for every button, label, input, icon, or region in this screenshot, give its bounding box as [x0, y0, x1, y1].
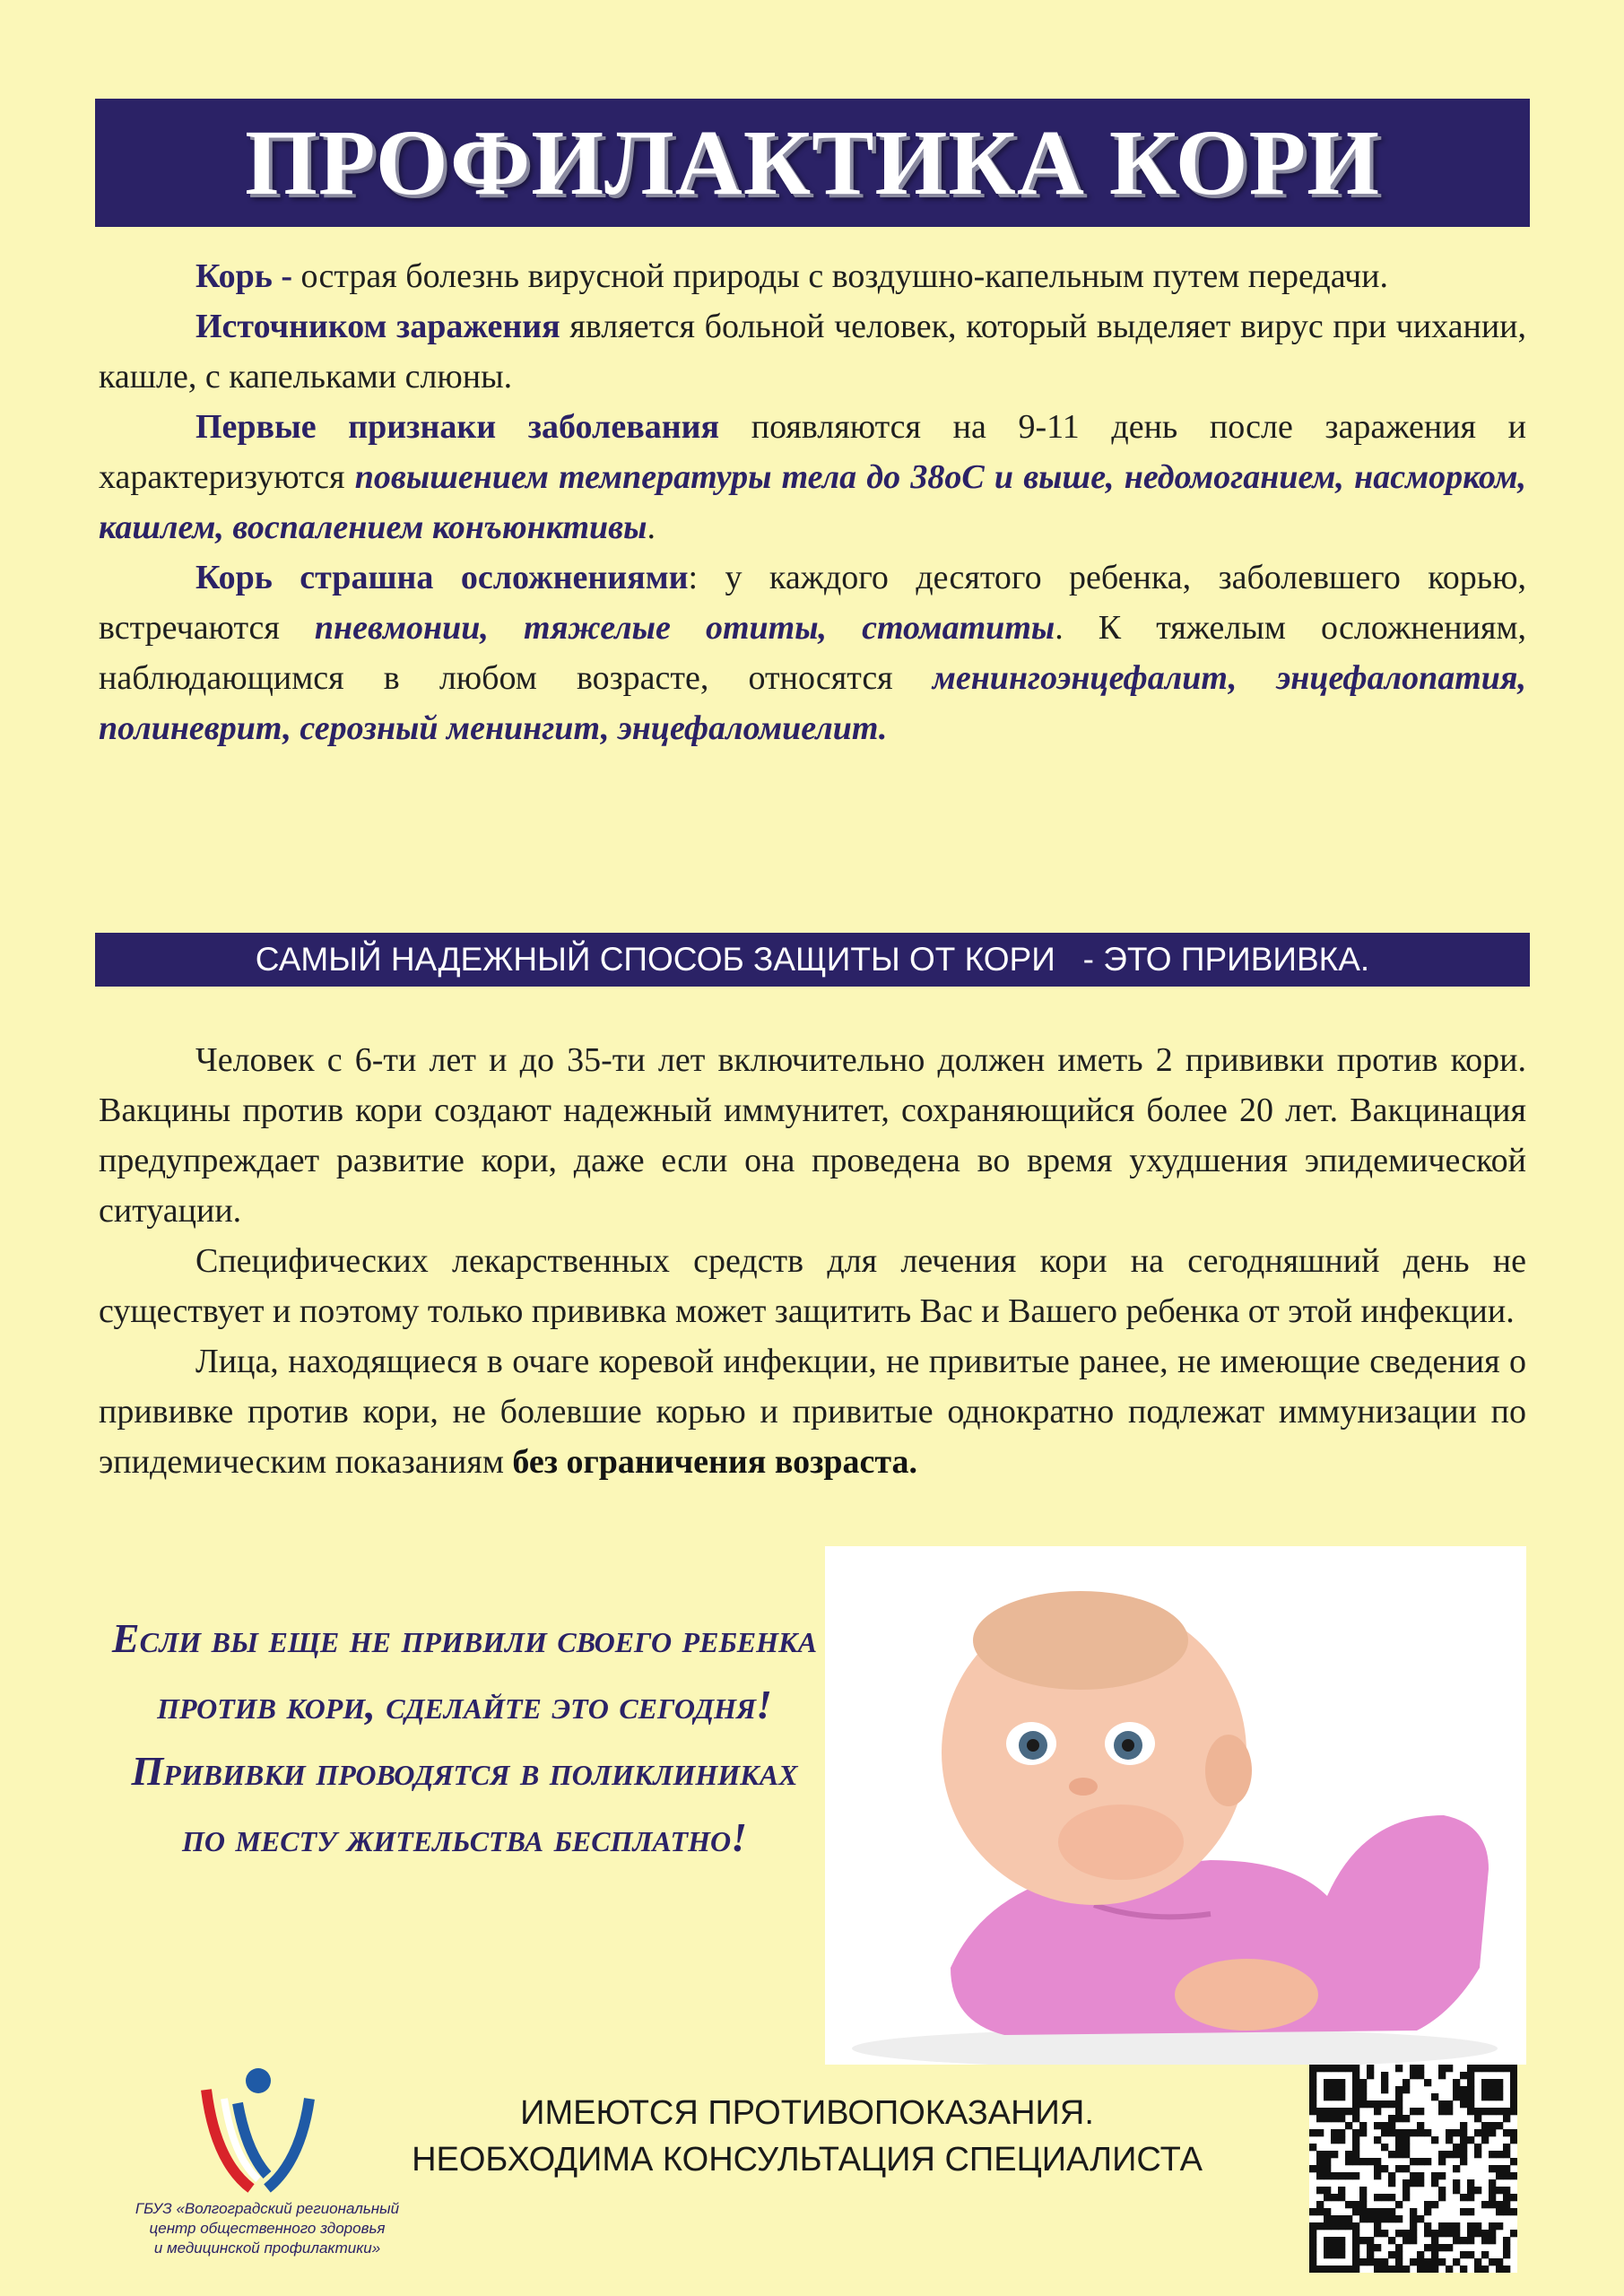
- vaccination-banner: [95, 933, 1530, 987]
- paragraph-source: Источником заражения является больной человек, который выделяет вирус при чихании, кашле, с капельками слюны.: [99, 308, 1526, 396]
- title-banner: [95, 99, 1530, 227]
- organization-name: ГБУЗ «Волгоградский региональный центр общественного здоровья и медицинской профилактики»: [135, 2200, 400, 2257]
- baby-illustration: [825, 1546, 1526, 2065]
- paragraph-symptoms: Первые признаки заболевания появляются на 9-11 день после заражения и характеризуются повышением температуры тела до 38оС и выше, недомоганием, насморком, кашлем, воспалением конъюнктивы.: [99, 408, 1526, 546]
- paragraph-contacts: Лица, находящиеся в очаге коревой инфекции, не привитые ранее, не имеющие сведения о прививке против кори, не болевшие корью и привитые однократно подлежат иммунизации по эпидемическим показаниям без ограничения возраста.: [99, 1343, 1526, 1481]
- vaccination-banner-text: САМЫЙ НАДЕЖНЫЙ СПОСОБ ЗАЩИТЫ ОТ КОРИ - ЭТО ПРИВИВКА.: [255, 941, 1370, 978]
- qr-code-icon: [1309, 2065, 1517, 2273]
- call-to-action: Если вы еще не привили своего ребенка против кори, сделайте это сегодня! Прививки проводятся в поликлиниках по месту жительства бесплатно!: [111, 1615, 818, 1860]
- organization-logo: [188, 2063, 323, 2197]
- term-measles: Корь -: [195, 257, 293, 295]
- page-title: ПРОФИЛАКТИКА КОРИ: [244, 111, 1381, 214]
- paragraph-vaccine-age: Человек с 6-ти лет и до 35-ти лет включительно должен иметь 2 прививки против кори. Вакцины против кори создают надежный иммунитет, сохраняющийся более 20 лет. Вакцинация предупреждает развитие кори, даже если она проведена во время ухудшения эпидемической ситуации.: [99, 1041, 1526, 1230]
- paragraph-definition: Корь - острая болезнь вирусной природы с воздушно-капельным путем передачи.: [195, 257, 1389, 295]
- paragraph-complications: Корь страшна осложнениями: у каждого десятого ребенка, заболевшего корью, встречаются пневмонии, тяжелые отиты, стоматиты. К тяжелым осложнениям, наблюдающимся в любом возрасте, относятся менингоэнцефалит, энцефалопатия, полиневрит, серозный менингит, энцефаломиелит.: [99, 559, 1527, 747]
- qr-code[interactable]: [1309, 2065, 1517, 2273]
- baby-photo: [825, 1546, 1526, 2065]
- contraindications-note: ИМЕЮТСЯ ПРОТИВОПОКАЗАНИЯ. НЕОБХОДИМА КОНСУЛЬТАЦИЯ СПЕЦИАЛИСТА: [412, 2094, 1203, 2179]
- vaccination-section: [99, 1035, 1526, 1487]
- intro-section: [99, 251, 1526, 753]
- paragraph-no-treatment: Специфических лекарственных средств для лечения кори на сегодняшний день не существует и поэтому только прививка может защитить Вас и Вашего ребенка от этой инфекции.: [99, 1242, 1526, 1330]
- logo-icon: [188, 2063, 323, 2197]
